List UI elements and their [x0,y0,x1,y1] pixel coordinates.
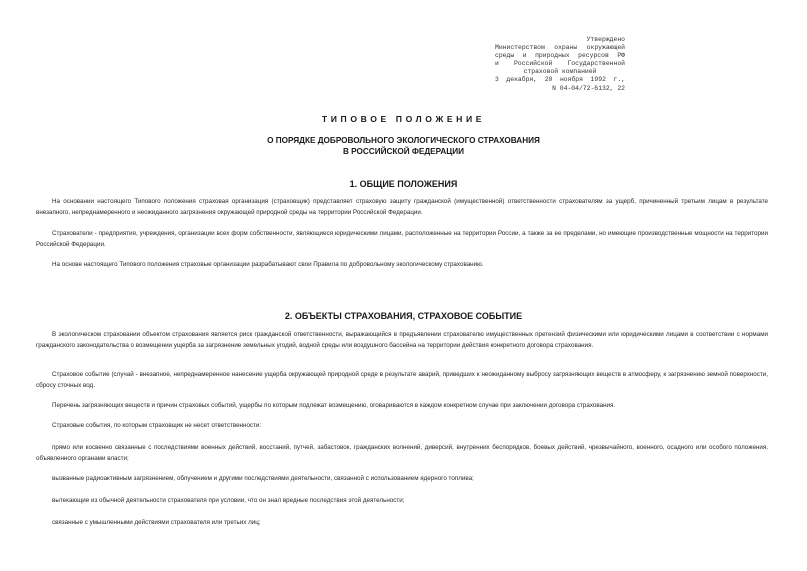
approval-line: Утверждено [586,36,625,43]
paragraph: вытекающие из обычной деятельности страхователя при условии, что он знал вредные последствия этой деятельности; [52,497,405,504]
approval-line: Министерством охраны окружающей [495,44,625,52]
paragraph: Страховые события, по которым страховщик не несет ответственности: [52,422,262,429]
paragraph: связанные с умышленными действиями страхователя или третьих лиц; [52,519,261,526]
subtitle-line: В РОССИЙСКОЙ ФЕДЕРАЦИИ [342,146,465,156]
approval-line: N 04-04/72-6132, 22 [552,84,625,92]
subtitle-line: О ПОРЯДКЕ ДОБРОВОЛЬНОГО ЭКОЛОГИЧЕСКОГО СТРАХОВАНИЯ [267,136,540,145]
paragraph: На основании настоящего Типового положения страховая организация (страховщик) представляет страховую защиту гражданской (имущественной) ответственности страхователям за ущерб, причиненный третьим лицам в результате внезапного, непреднамеренного и неожиданного загрязнения окружающей природной среды на территории Российской Федерации. [36,198,768,217]
paragraph: Перечень загрязняющих веществ и причин страховых событий, ущербы по которым подлежат возмещению, оговариваются в каждом конкретном случае при заключении договора страхования. [52,402,616,409]
paragraph: вызванные радиоактивным загрязнением, облучением и другими последствиями деятельности, связанной с использованием ядерного топлива; [52,475,474,482]
approval-line: 3 декабря, 20 ноября 1992 г., [495,76,625,84]
approval-block [495,36,625,93]
approval-line: среды и природных ресурсов РФ [495,52,625,60]
paragraph: прямо или косвенно связанные с последствиями военных действий, восстаний, путчей, забастовок, гражданских волнений, диверсий, внутренних беспорядков, боевых действий, чрезвычайного, военного, осадного или особого положения, объявленного органами власти; [36,444,768,463]
paragraph: На основе настоящего Типового положения страховые организации разрабатывают свои Правила по добровольному экологическому страхованию. [52,261,484,268]
section-heading: 2. ОБЪЕКТЫ СТРАХОВАНИЯ, СТРАХОВОЕ СОБЫТИЕ [284,311,523,321]
section-heading: 1. ОБЩИЕ ПОЛОЖЕНИЯ [349,179,458,189]
document-subtitle [0,136,807,157]
paragraph: Страхователи - предприятия, учреждения, организации всех форм собственности, являющиеся юридическими лицами, расположенные на территории России, а также за ее пределами, но имеющие производственные мощности на территории Российской Федерации. [36,230,768,249]
document-title: ТИПОВОЕ ПОЛОЖЕНИЕ [321,114,486,124]
paragraph: Страховое событие (случай - внезапное, непреднамеренное нанесение ущерба окружающей природной среде в результате аварий, приведших к неожиданному выбросу загрязняющих веществ в атмосферу, к загрязнению земной поверхности, сбросу сточных вод. [36,371,768,390]
approval-line: страховой компанией [523,68,597,76]
approval-line: и Российской Государственной [495,60,625,68]
paragraph: В экологическом страховании объектом страхования является риск гражданской ответственности, выражающийся в предъявлении страхователю имущественных претензий физическими или юридическими лицами в соответствии с нормами гражданского законодательства о возмещении ущерба за загрязнение земельных угодий, водной среды или воздушного бассейна на территории действия конкретного договора страхования. [36,331,768,350]
